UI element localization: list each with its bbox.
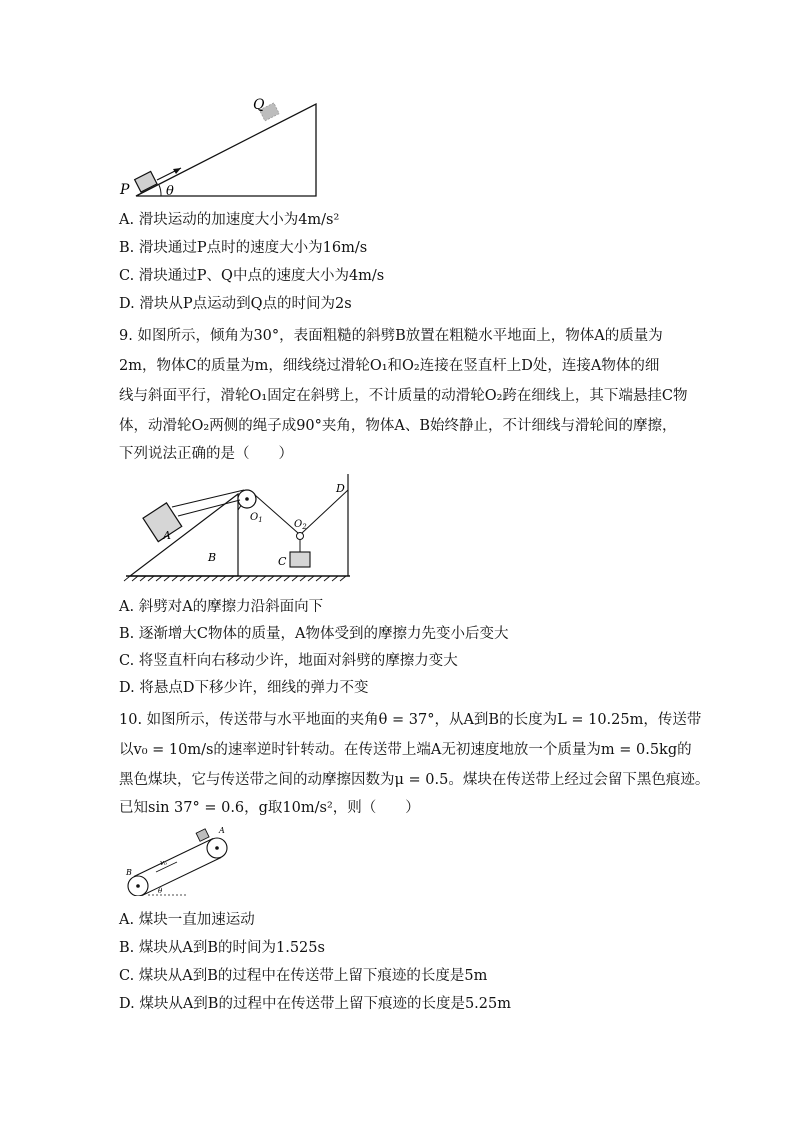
label-p: P: [120, 182, 130, 198]
q9-option-c: C. 将竖直杆向右移动少许，地面对斜劈的摩擦力变大: [119, 653, 458, 669]
q10-line-1: 10. 如图所示，传送带与水平地面的夹角θ = 37°，从A到B的长度为L = 10.25m，传送带: [119, 712, 702, 728]
label-v0: v₀: [160, 859, 167, 867]
belt-top: [134, 839, 213, 877]
q10-line-3: 黑色煤块，它与传送带之间的动摩擦因数为μ = 0.5。煤块在传送带上经过会留下黑色痕迹。: [119, 772, 710, 788]
q10-option-b: B. 煤块从A到B的时间为1.525s: [119, 940, 325, 956]
q8-option-a: A. 滑块运动的加速度大小为4m/s²: [119, 212, 340, 228]
incline-triangle: [136, 104, 316, 196]
belt-bottom: [142, 858, 221, 896]
label-d: D: [336, 482, 345, 495]
pulley-o2: [297, 533, 304, 540]
conveyor-figure: [122, 824, 234, 896]
label-c: C: [278, 555, 287, 568]
q9-line-2: 2m，物体C的质量为m，细线绕过滑轮O₁和O₂连接在竖直杆上D处，连接A物体的细: [119, 358, 660, 374]
label-o2: $O_2$: [294, 519, 307, 531]
wedge-b: [130, 494, 238, 576]
label-a: A: [163, 529, 171, 542]
label-b: B: [126, 868, 132, 877]
q9-line-5: 下列说法正确的是（ ）: [119, 446, 293, 462]
q9-line-1: 9. 如图所示，倾角为30°，表面粗糙的斜劈B放置在粗糙水平地面上，物体A的质量为: [119, 328, 663, 344]
q9-option-d: D. 将悬点D下移少许，细线的弹力不变: [119, 680, 369, 696]
block-p: [135, 171, 157, 192]
rope-a-o1-lower: [178, 500, 240, 516]
q10-option-d: D. 煤块从A到B的过程中在传送带上留下痕迹的长度是5.25m: [119, 996, 511, 1012]
q10-line-4: 已知sin 37° = 0.6，g取10m/s²，则（ ）: [119, 800, 420, 816]
label-q: Q: [253, 97, 265, 113]
q10-option-c: C. 煤块从A到B的过程中在传送带上留下痕迹的长度是5m: [119, 968, 488, 984]
q10-line-2: 以v₀ = 10m/s的速率逆时针转动。在传送带上端A无初速度地放一个质量为m = 0.5kg的: [119, 742, 692, 758]
rope-a-o1: [172, 490, 244, 507]
q8-option-b: B. 滑块通过P点时的速度大小为16m/s: [119, 240, 368, 256]
q9-line-3: 线与斜面平行，滑轮O₁固定在斜劈上，不计质量的动滑轮O₂跨在细线上，其下端悬挂C物: [119, 388, 688, 404]
q8-option-c: C. 滑块通过P、Q中点的速度大小为4m/s: [119, 268, 385, 284]
q10-option-a: A. 煤块一直加速运动: [119, 912, 255, 928]
rope-o1-o2: [255, 495, 298, 533]
angle-arc: [159, 185, 161, 196]
pulley-wedge-figure: [120, 470, 355, 582]
ground-hatch: [124, 576, 346, 581]
label-theta: θ: [166, 184, 174, 199]
label-b: B: [208, 551, 217, 564]
roller-b-axle: [136, 884, 140, 888]
coal-block: [196, 829, 209, 841]
q8-option-d: D. 滑块从P点运动到Q点的时间为2s: [119, 296, 352, 312]
block-c: [290, 552, 310, 567]
roller-a-axle: [215, 846, 219, 850]
q9-line-4: 体，动滑轮O₂两侧的绳子成90°夹角，物体A、B始终静止，不计细线与滑轮间的摩擦，: [119, 418, 677, 434]
label-a: A: [219, 826, 225, 835]
pulley-o1-axle: [245, 497, 249, 501]
incline-figure: [115, 92, 325, 204]
q9-option-a: A. 斜劈对A的摩擦力沿斜面向下: [119, 599, 324, 615]
label-theta: θ: [158, 887, 163, 895]
rope-o2-d: [302, 490, 348, 533]
label-o1: $O_1$: [250, 512, 263, 524]
q9-option-b: B. 逐渐增大C物体的质量，A物体受到的摩擦力先变小后变大: [119, 626, 509, 642]
